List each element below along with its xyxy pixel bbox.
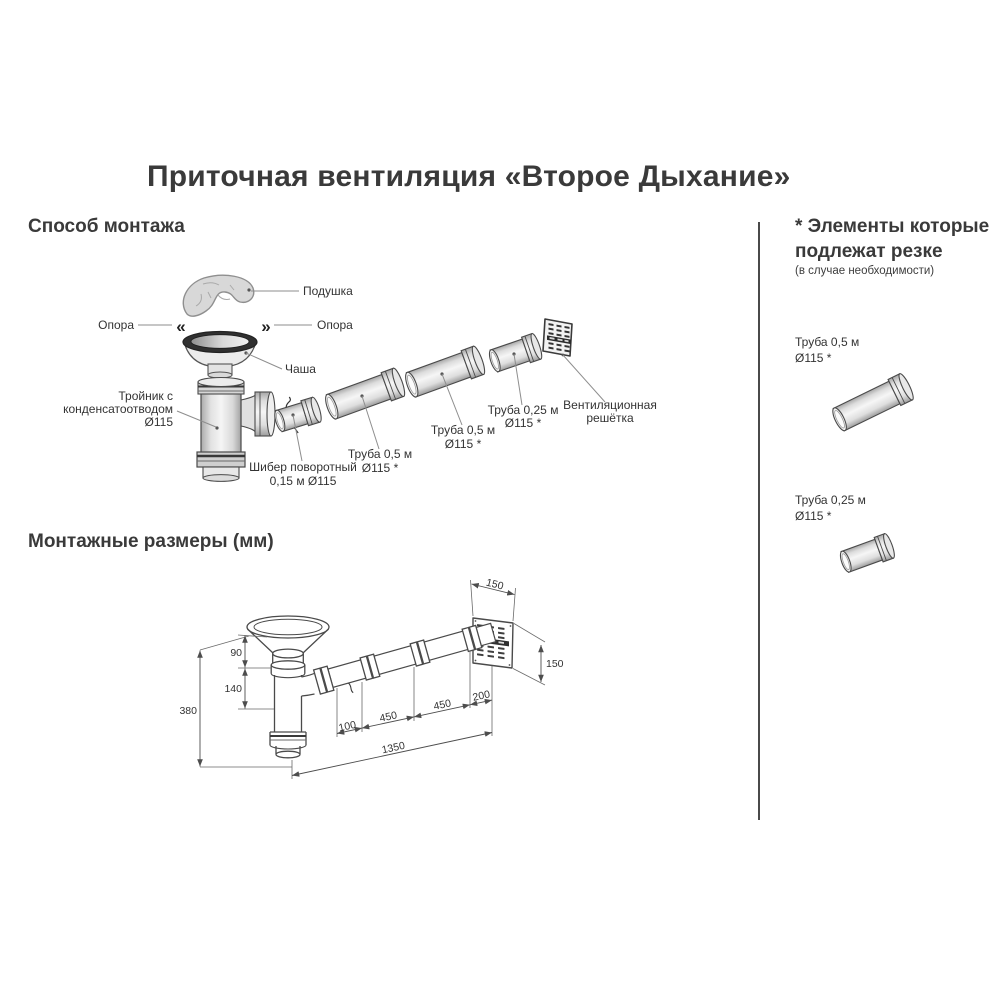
dim-150-right: 150 [546, 658, 564, 670]
support-left-icon: « [176, 317, 186, 336]
cut-item-pipe-05-label-1: Труба 0,5 м [795, 335, 860, 349]
grille-leader [563, 355, 605, 402]
cut-item-pipe-05-illustration [826, 368, 926, 436]
pipe-025-label-1: Труба 0,25 м [487, 403, 559, 417]
pipe-05-a-illustration [322, 367, 407, 422]
cut-panel-note: (в случае необходимости) [795, 265, 935, 277]
pipe-05-a-label-1: Труба 0,5 м [347, 447, 413, 461]
grille-illustration [543, 319, 572, 356]
montage-diagram [50, 262, 690, 512]
bowl-illustration [183, 332, 257, 379]
dims-extension-lines [200, 580, 545, 779]
pipe-05-b-illustration [402, 345, 487, 400]
pillow-label: Подушка [303, 284, 353, 298]
cut-panel-heading-line1: * Элементы которые [795, 216, 990, 237]
damper-label-1: Шибер поворотный [249, 460, 357, 474]
support-left-label: Опора [98, 318, 134, 332]
dims-funnel-tee [247, 616, 329, 758]
dims-damper-lever [348, 682, 353, 693]
pipe-05-b-label-2: Ø115 * [444, 437, 482, 451]
cut-item-pipe-05-label-2: Ø115 * [795, 351, 832, 365]
cut-item-pipe-025-label-1: Труба 0,25 м [795, 493, 866, 507]
damper-illustration [270, 390, 324, 439]
cut-item-pipe-025 [795, 492, 866, 524]
support-right-label: Опора [317, 318, 353, 332]
cut-panel-heading [795, 214, 1000, 264]
dim-90: 90 [230, 647, 242, 659]
bowl-label: Чаша [285, 362, 316, 376]
dim-450a: 450 [378, 709, 399, 725]
cut-item-pipe-05 [795, 334, 859, 366]
dims-duct-run [314, 620, 499, 704]
dim-200: 200 [471, 688, 492, 704]
dim-380: 380 [179, 705, 197, 717]
dim-140: 140 [224, 683, 242, 695]
support-right-icon: » [261, 317, 271, 336]
dims-dimension-lines [200, 584, 541, 776]
cut-item-pipe-025-label-2: Ø115 * [795, 509, 832, 523]
dimensions-diagram [170, 565, 590, 815]
dim-1350: 1350 [380, 739, 407, 757]
damper-label-2: 0,15 м Ø115 [269, 474, 337, 488]
section-divider [758, 222, 760, 820]
page-title: Приточная вентиляция «Второе Дыхание» [147, 160, 791, 193]
tee-label-2: конденсатоотводом [63, 402, 173, 416]
cut-item-pipe-025-illustration [834, 522, 902, 576]
cut-panel-heading-line2: подлежат резке [795, 241, 943, 262]
grille-label-1: Вентиляционная [563, 398, 657, 412]
grille-label-2: решётка [586, 411, 634, 425]
montage-heading: Способ монтажа [28, 216, 185, 237]
dim-450b: 450 [432, 697, 453, 713]
bowl-leader [246, 353, 282, 369]
pipe-05-a-label-2: Ø115 * [361, 461, 399, 475]
tee-label-1: Тройник с [118, 389, 173, 403]
dimensions-heading: Монтажные размеры (мм) [28, 531, 274, 552]
pipe-025-label-2: Ø115 * [504, 416, 542, 430]
pipe-05-b-label-1: Труба 0,5 м [430, 423, 496, 437]
pillow-illustration [183, 275, 253, 316]
dim-150-top: 150 [484, 576, 505, 593]
tee-label-3: Ø115 [144, 415, 173, 429]
dim-100: 100 [337, 718, 358, 735]
